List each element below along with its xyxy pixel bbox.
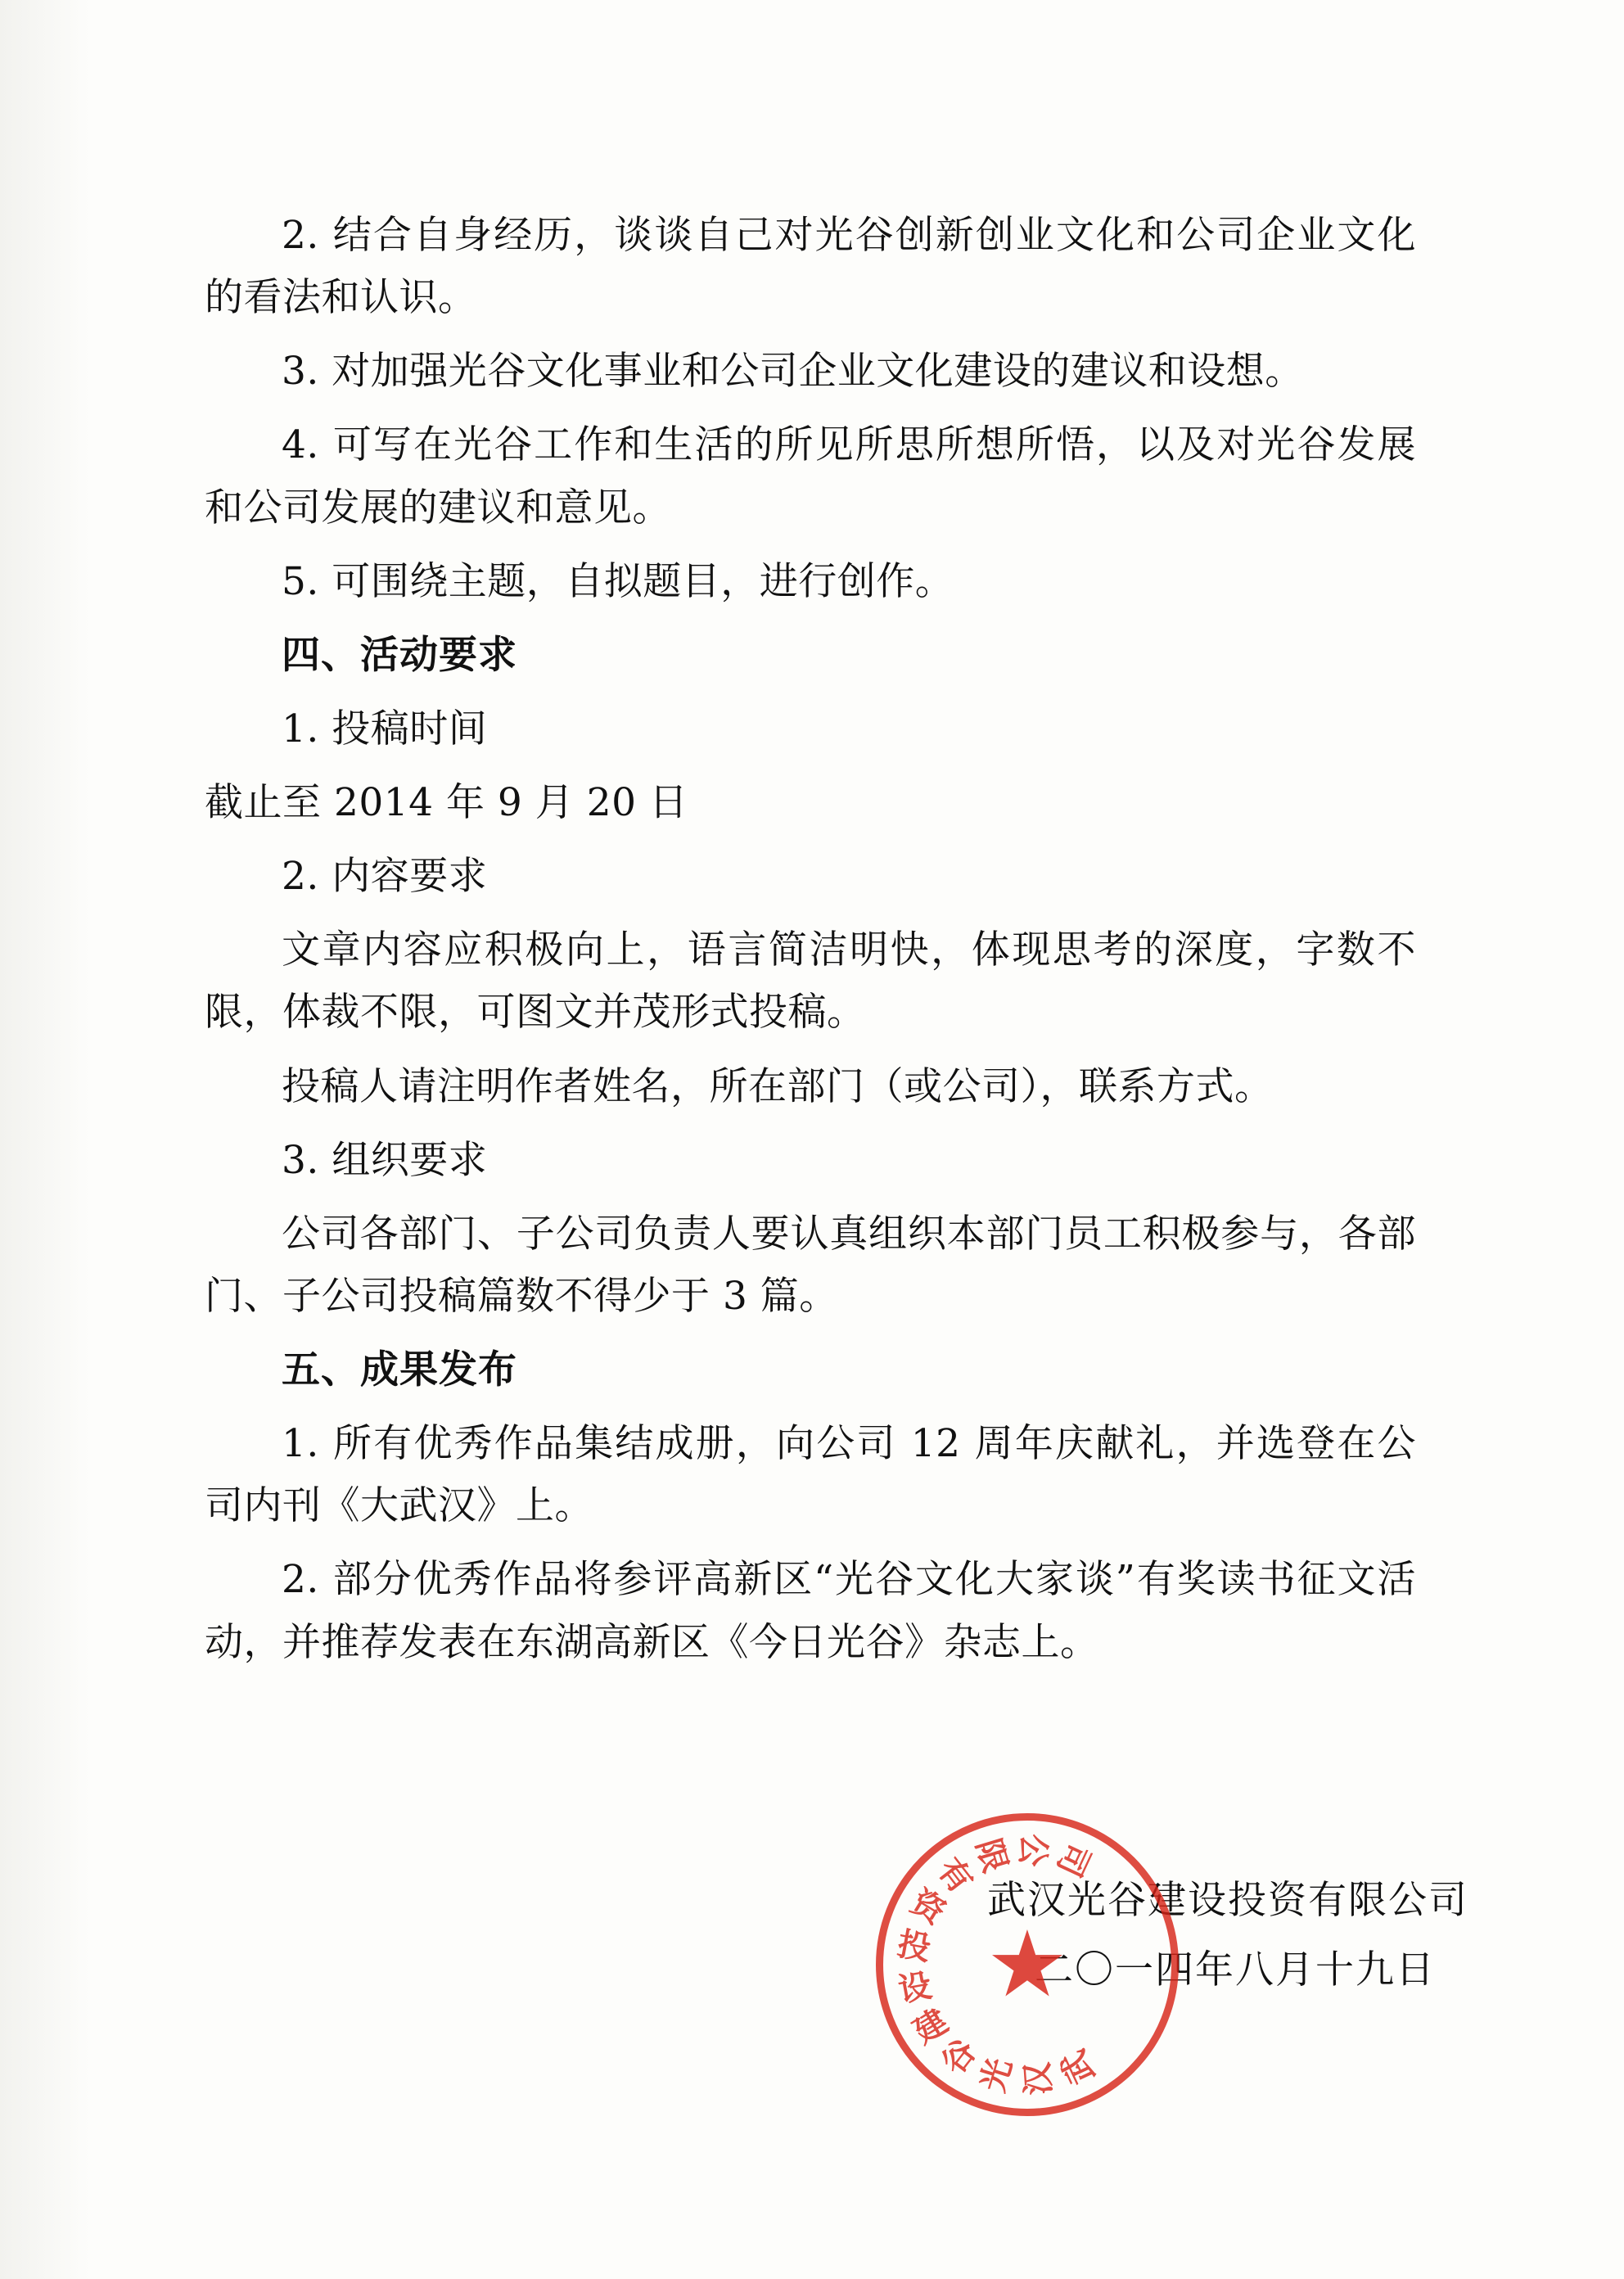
- signature-date: 二〇一四年八月十九日: [1035, 1947, 1436, 1992]
- signature-company: 武汉光谷建设投资有限公司: [987, 1878, 1468, 1923]
- section-four-deadline: 截止至 2014 年 9 月 20 日: [205, 780, 688, 825]
- body-paragraph-3: 3. 对加强光谷文化事业和公司企业文化建设的建议和设想。: [282, 349, 1304, 395]
- section-heading-four: 四、活动要求: [282, 632, 517, 678]
- star-icon: ★: [986, 1911, 1069, 2018]
- seal-arc-text: 武 汉 光 谷 建 设 投 资 有 限 公 司: [894, 1832, 1103, 2096]
- section-five-item-2: 2. 部分优秀作品将参评高新区“光谷文化大家谈”有奖读书征文活动，并推荐发表在东湖高新区《今日光谷》杂志上。: [205, 1557, 1416, 1665]
- document-body: [205, 205, 1416, 1686]
- body-paragraph-2: 2. 结合自身经历，谈谈自己对光谷创新创业文化和公司企业文化的看法和认识。: [205, 213, 1416, 321]
- section-four-item-1: 1. 投稿时间: [282, 706, 488, 751]
- body-paragraph-5: 5. 可围绕主题，自拟题目，进行创作。: [282, 558, 954, 604]
- section-five-item-1: 1. 所有优秀作品集结成册，向公司 12 周年庆献礼，并选登在公司内刊《大武汉》上。: [205, 1421, 1416, 1529]
- section-heading-five: 五、成果发布: [282, 1347, 517, 1392]
- section-four-organization-requirement: 公司各部门、子公司负责人要认真组织本部门员工积极参与，各部门、子公司投稿篇数不得少于 3 篇。: [205, 1211, 1416, 1319]
- section-four-item-3: 3. 组织要求: [282, 1137, 488, 1183]
- signature-block: [814, 1866, 1468, 2005]
- scan-edge-shading: [0, 0, 90, 2279]
- section-four-item-2: 2. 内容要求: [282, 854, 488, 900]
- section-four-author-note: 投稿人请注明作者姓名，所在部门（或公司），联系方式。: [282, 1063, 1274, 1109]
- body-paragraph-4: 4. 可写在光谷工作和生活的所见所思所想所悟，以及对光谷发展和公司发展的建议和意见。: [205, 422, 1416, 530]
- section-four-content-requirement: 文章内容应积极向上，语言简洁明快，体现思考的深度，字数不限，体裁不限，可图文并茂形式投稿。: [205, 927, 1416, 1036]
